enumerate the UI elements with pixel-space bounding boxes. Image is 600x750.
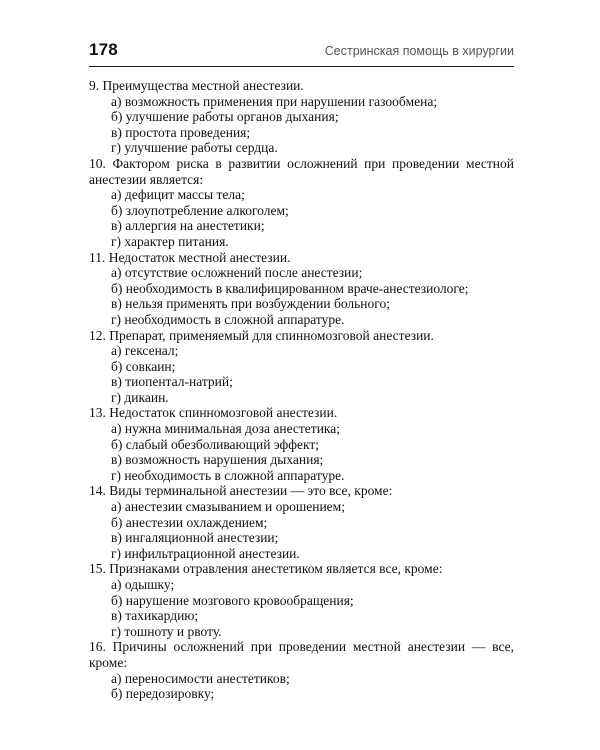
answer-option: г) необходимость в сложной аппаратуре. [111,311,345,327]
question-text: 10. Фактором риска в развитии осложнений при проведении местной анестезии является: [89,155,514,187]
question-text: 12. Препарат, применяемый для спинномозговой анестезии. [89,327,434,343]
page-header [89,40,514,67]
answer-option: г) характер питания. [111,233,229,249]
answer-option: а) нужна минимальная доза анестетика; [111,421,341,437]
answer-option: в) аллергия на анестетики; [111,218,265,234]
question-list [89,78,514,702]
answer-option: а) анестезии смазыванием и орошением; [111,499,345,515]
answer-option: б) необходимость в квалифицированном враче-анестезиологе; [111,280,469,296]
answer-option: а) возможность применения при нарушении газообмена; [111,93,438,109]
answer-option: г) улучшение работы сердца. [111,140,278,156]
question-text: 13. Недостаток спинномозговой анестезии. [89,405,338,421]
running-title: Сестринская помощь в хирургии [324,44,514,58]
answer-option: а) одышку; [111,577,175,592]
answer-option: г) инфильтрационной анестезии. [111,545,300,561]
answer-option: г) дикаин. [111,389,169,405]
page-number: 178 [89,40,118,59]
answer-option: б) нарушение мозгового кровообращения; [111,592,354,608]
question-text: 14. Виды терминальной анестезии — это все, кроме: [89,483,393,499]
answer-option: а) отсутствие осложнений после анестезии; [111,265,363,281]
question-text: 11. Недостаток местной анестезии. [89,249,291,265]
answer-option: а) гексенал; [111,343,179,359]
answer-option: б) анестезии охлаждением; [111,514,268,530]
answer-option: б) совкаин; [111,358,176,374]
answer-option: г) необходимость в сложной аппаратуре. [111,467,345,483]
question-text: 16. Причины осложнений при проведении местной анестезии — все, кроме: [89,639,514,670]
answer-option: б) улучшение работы органов дыхания; [111,109,339,125]
answer-option: в) нельзя применять при возбуждении больного; [111,296,390,312]
answer-option: в) тиопентал-натрий; [111,374,233,390]
question-text: 15. Признаками отравления анестетиком является все, кроме: [89,561,443,577]
answer-option: а) дефицит массы тела; [111,187,245,203]
answer-option: в) возможность нарушения дыхания; [111,452,324,468]
question-text: 9. Преимущества местной анестезии. [89,78,304,93]
answer-option: в) ингаляционной анестезии; [111,530,279,546]
answer-option: б) передозировку; [111,686,215,702]
answer-option: б) злоупотребление алкоголем; [111,202,289,218]
answer-option: в) простота проведения; [111,124,251,140]
answer-option: б) слабый обезболивающий эффект; [111,436,319,452]
answer-option: в) тахикардию; [111,608,199,624]
answer-option: а) переносимости анестетиков; [111,670,290,686]
answer-option: г) тошноту и рвоту. [111,623,222,639]
